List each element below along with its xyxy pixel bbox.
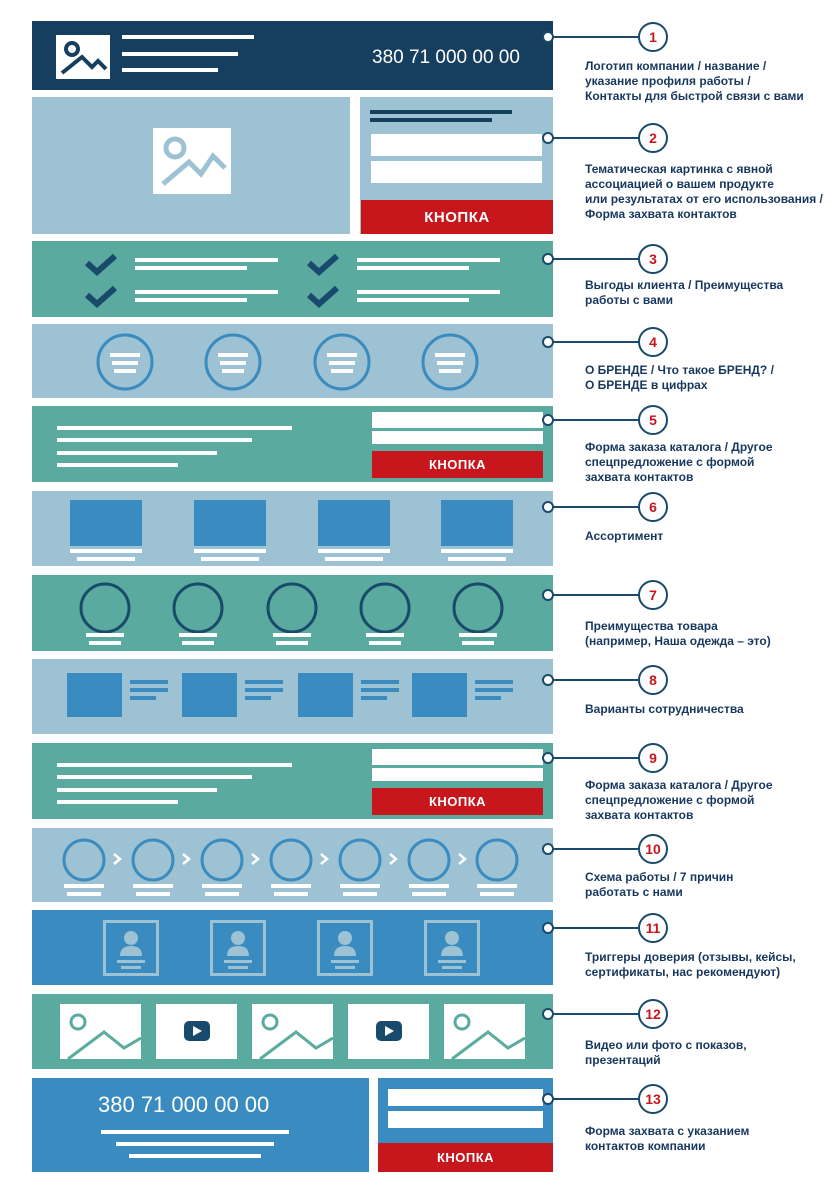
benefit-text-line <box>357 258 500 262</box>
connector-dot <box>542 752 554 764</box>
image-icon <box>444 1004 525 1059</box>
step-description: Логотип компании / название / указание профиля работы / Контакты для быстрой связи с вами <box>585 59 804 103</box>
connector-line <box>554 506 640 508</box>
connector-dot <box>542 1093 554 1105</box>
hero-image-block <box>32 97 350 234</box>
step-description: Тематическая картинка с явной ассоциацией о вашем продукте или результатах от его использования / Форма захвата контактов <box>585 162 823 221</box>
image-icon <box>60 1004 141 1059</box>
scheme-step-icon <box>475 838 519 882</box>
connector-dot <box>542 31 554 43</box>
scheme-caption-line <box>480 892 514 896</box>
play-icon <box>348 1004 429 1059</box>
product-caption-line <box>77 557 135 561</box>
connector-line <box>554 137 640 139</box>
form-input-field[interactable] <box>372 412 543 428</box>
advantage-caption-line <box>366 633 404 637</box>
connector-dot <box>542 336 554 348</box>
form-text-line <box>57 775 252 779</box>
step-description: Выгоды клиента / Преимущества работы с вами <box>585 278 784 307</box>
product-card <box>441 500 513 546</box>
form-title-line <box>370 110 512 114</box>
step-description: Схема работы / 7 причин работать с нами <box>585 870 734 899</box>
play-icon <box>156 1004 237 1059</box>
brand-circle-icon <box>313 333 371 391</box>
advantage-circle-icon <box>358 581 412 635</box>
step-number-badge: 10 <box>638 834 668 864</box>
step-number-badge: 13 <box>638 1084 668 1114</box>
video-thumbnail[interactable] <box>348 1004 429 1059</box>
contacts-block <box>32 1078 369 1172</box>
form-input-field[interactable] <box>372 431 543 444</box>
step-description: Форма заказа каталога / Другое спецпредложение с формой захвата контактов <box>585 778 773 822</box>
connector-line <box>554 341 640 343</box>
contacts-form-block <box>378 1078 553 1172</box>
form-text-line <box>57 763 292 767</box>
step-description: Варианты сотрудничества <box>585 702 744 716</box>
trust-triggers-block <box>32 910 553 985</box>
option-text-line <box>245 688 283 692</box>
brand-circle-icon <box>96 333 154 391</box>
connector-line <box>554 679 640 681</box>
option-text-line <box>130 680 168 684</box>
assortment-block <box>32 491 553 566</box>
connector-dot <box>542 843 554 855</box>
image-icon <box>252 1004 333 1059</box>
connector-dot <box>542 674 554 686</box>
form-text-line <box>57 426 292 430</box>
advantage-caption-line <box>89 641 121 645</box>
step-number-badge: 11 <box>638 913 668 943</box>
option-text-line <box>475 680 513 684</box>
step-description: Видео или фото с показов, презентаций <box>585 1038 747 1067</box>
chevron-right-icon <box>457 852 467 866</box>
video-thumbnail[interactable] <box>156 1004 237 1059</box>
connector-dot <box>542 922 554 934</box>
scheme-caption-line <box>133 884 173 888</box>
step-description: Преимущества товара (например, Наша одежда – это) <box>585 619 771 648</box>
connector-line <box>554 36 640 38</box>
chevron-right-icon <box>319 852 329 866</box>
product-caption-line <box>448 557 506 561</box>
form-submit-button[interactable]: КНОПКА <box>378 1143 553 1172</box>
hero-form-block <box>360 97 553 234</box>
form-submit-button[interactable]: КНОПКА <box>372 788 543 815</box>
product-caption-line <box>201 557 259 561</box>
chevron-right-icon <box>112 852 122 866</box>
scheme-caption-line <box>343 892 377 896</box>
photo-thumbnail[interactable] <box>444 1004 525 1059</box>
product-advantages-block <box>32 575 553 651</box>
benefit-text-line <box>135 298 247 302</box>
option-card <box>412 673 467 717</box>
header-phone: 380 71 000 00 00 <box>372 47 520 68</box>
advantage-circle-icon <box>171 581 225 635</box>
scheme-step-icon <box>200 838 244 882</box>
benefits-block <box>32 241 553 317</box>
advantage-circle-icon <box>451 581 505 635</box>
step-number-badge: 12 <box>638 999 668 1029</box>
option-text-line <box>245 680 283 684</box>
chevron-right-icon <box>388 852 398 866</box>
connector-line <box>554 258 640 260</box>
scheme-caption-line <box>274 892 308 896</box>
option-text-line <box>475 696 501 700</box>
option-text-line <box>130 696 156 700</box>
connector-dot <box>542 589 554 601</box>
scheme-caption-line <box>67 892 101 896</box>
form-input-field[interactable] <box>388 1089 543 1106</box>
image-icon <box>56 35 110 79</box>
benefit-text-line <box>135 290 278 294</box>
option-text-line <box>130 688 168 692</box>
advantage-caption-line <box>462 641 494 645</box>
form-text-line <box>57 438 252 442</box>
contacts-text-line <box>129 1154 261 1158</box>
step-number-badge: 9 <box>638 743 668 773</box>
form-input-field[interactable] <box>372 768 543 781</box>
scheme-caption-line <box>205 892 239 896</box>
benefit-text-line <box>357 266 469 270</box>
scheme-caption-line <box>64 884 104 888</box>
logo-placeholder <box>56 35 110 79</box>
scheme-caption-line <box>271 884 311 888</box>
scheme-caption-line <box>412 892 446 896</box>
check-icon <box>306 285 340 307</box>
header-block <box>32 21 553 90</box>
scheme-caption-line <box>477 884 517 888</box>
connector-dot <box>542 501 554 513</box>
brand-circle-icon <box>204 333 262 391</box>
connector-line <box>554 594 640 596</box>
check-icon <box>84 253 118 275</box>
advantage-caption-line <box>369 641 401 645</box>
advantage-circle-icon <box>78 581 132 635</box>
contacts-text-line <box>116 1142 274 1146</box>
testimonial-card-icon <box>210 920 266 976</box>
check-icon <box>306 253 340 275</box>
chevron-right-icon <box>250 852 260 866</box>
step-number-badge: 3 <box>638 244 668 274</box>
connector-line <box>554 757 640 759</box>
scheme-caption-line <box>409 884 449 888</box>
advantage-circle-icon <box>265 581 319 635</box>
product-card <box>194 500 266 546</box>
connector-dot <box>542 414 554 426</box>
option-card <box>182 673 237 717</box>
scheme-caption-line <box>136 892 170 896</box>
connector-dot <box>542 1008 554 1020</box>
scheme-caption-line <box>202 884 242 888</box>
step-number-badge: 6 <box>638 492 668 522</box>
product-caption-line <box>318 549 390 553</box>
media-block <box>32 994 553 1069</box>
work-scheme-block <box>32 828 553 902</box>
product-card <box>318 500 390 546</box>
connector-line <box>554 927 640 929</box>
form-input-field[interactable] <box>371 161 542 183</box>
check-icon <box>84 285 118 307</box>
form-submit-button[interactable]: КНОПКА <box>372 451 543 478</box>
header-text-line <box>122 68 218 72</box>
step-number-badge: 8 <box>638 665 668 695</box>
benefit-text-line <box>357 290 500 294</box>
chevron-right-icon <box>181 852 191 866</box>
product-card <box>70 500 142 546</box>
scheme-step-icon <box>338 838 382 882</box>
catalog-form-block-9 <box>32 743 553 819</box>
step-number-badge: 4 <box>638 327 668 357</box>
step-description: Триггеры доверия (отзывы, кейсы, сертификаты, нас рекомендуют) <box>585 950 796 979</box>
step-number-badge: 2 <box>638 123 668 153</box>
option-text-line <box>245 696 271 700</box>
benefit-text-line <box>357 298 469 302</box>
scheme-step-icon <box>407 838 451 882</box>
photo-thumbnail[interactable] <box>252 1004 333 1059</box>
scheme-step-icon <box>62 838 106 882</box>
form-input-field[interactable] <box>372 749 543 765</box>
option-text-line <box>475 688 513 692</box>
form-text-line <box>57 463 178 467</box>
benefit-text-line <box>135 266 247 270</box>
header-text-line <box>122 35 254 39</box>
product-caption-line <box>325 557 383 561</box>
brand-block <box>32 324 553 398</box>
advantage-caption-line <box>86 633 124 637</box>
form-input-field[interactable] <box>371 134 542 156</box>
step-number-badge: 1 <box>638 22 668 52</box>
contacts-text-line <box>101 1130 289 1134</box>
advantage-caption-line <box>459 633 497 637</box>
cooperation-block <box>32 659 553 734</box>
product-caption-line <box>441 549 513 553</box>
advantage-caption-line <box>182 641 214 645</box>
form-text-line <box>57 788 217 792</box>
option-text-line <box>361 680 399 684</box>
product-caption-line <box>70 549 142 553</box>
step-number-badge: 5 <box>638 405 668 435</box>
form-title-line <box>370 118 492 122</box>
step-number-badge: 7 <box>638 580 668 610</box>
image-icon <box>153 128 231 194</box>
connector-dot <box>542 132 554 144</box>
scheme-step-icon <box>131 838 175 882</box>
option-card <box>67 673 122 717</box>
connector-line <box>554 419 640 421</box>
testimonial-card-icon <box>424 920 480 976</box>
product-caption-line <box>194 549 266 553</box>
step-description: Ассортимент <box>585 529 664 543</box>
form-input-field[interactable] <box>388 1111 543 1128</box>
hero-image-placeholder <box>153 128 231 194</box>
connector-line <box>554 1098 640 1100</box>
option-card <box>298 673 353 717</box>
header-text-line <box>122 52 238 56</box>
catalog-form-block-5 <box>32 406 553 482</box>
option-text-line <box>361 696 387 700</box>
step-description: Форма захвата с указанием контактов компании <box>585 1124 750 1153</box>
option-text-line <box>361 688 399 692</box>
advantage-caption-line <box>276 641 308 645</box>
form-text-line <box>57 451 217 455</box>
form-text-line <box>57 800 178 804</box>
footer-phone: 380 71 000 00 00 <box>98 1092 270 1117</box>
connector-line <box>554 1013 640 1015</box>
advantage-caption-line <box>179 633 217 637</box>
testimonial-card-icon <box>103 920 159 976</box>
step-description: Форма заказа каталога / Другое спецпредложение с формой захвата контактов <box>585 440 773 484</box>
advantage-caption-line <box>273 633 311 637</box>
scheme-caption-line <box>340 884 380 888</box>
brand-circle-icon <box>421 333 479 391</box>
benefit-text-line <box>135 258 278 262</box>
connector-dot <box>542 253 554 265</box>
form-submit-button[interactable]: КНОПКА <box>361 200 553 234</box>
testimonial-card-icon <box>317 920 373 976</box>
scheme-step-icon <box>269 838 313 882</box>
photo-thumbnail[interactable] <box>60 1004 141 1059</box>
step-description: О БРЕНДЕ / Что такое БРЕНД? / О БРЕНДЕ в цифрах <box>585 363 774 392</box>
connector-line <box>554 848 640 850</box>
